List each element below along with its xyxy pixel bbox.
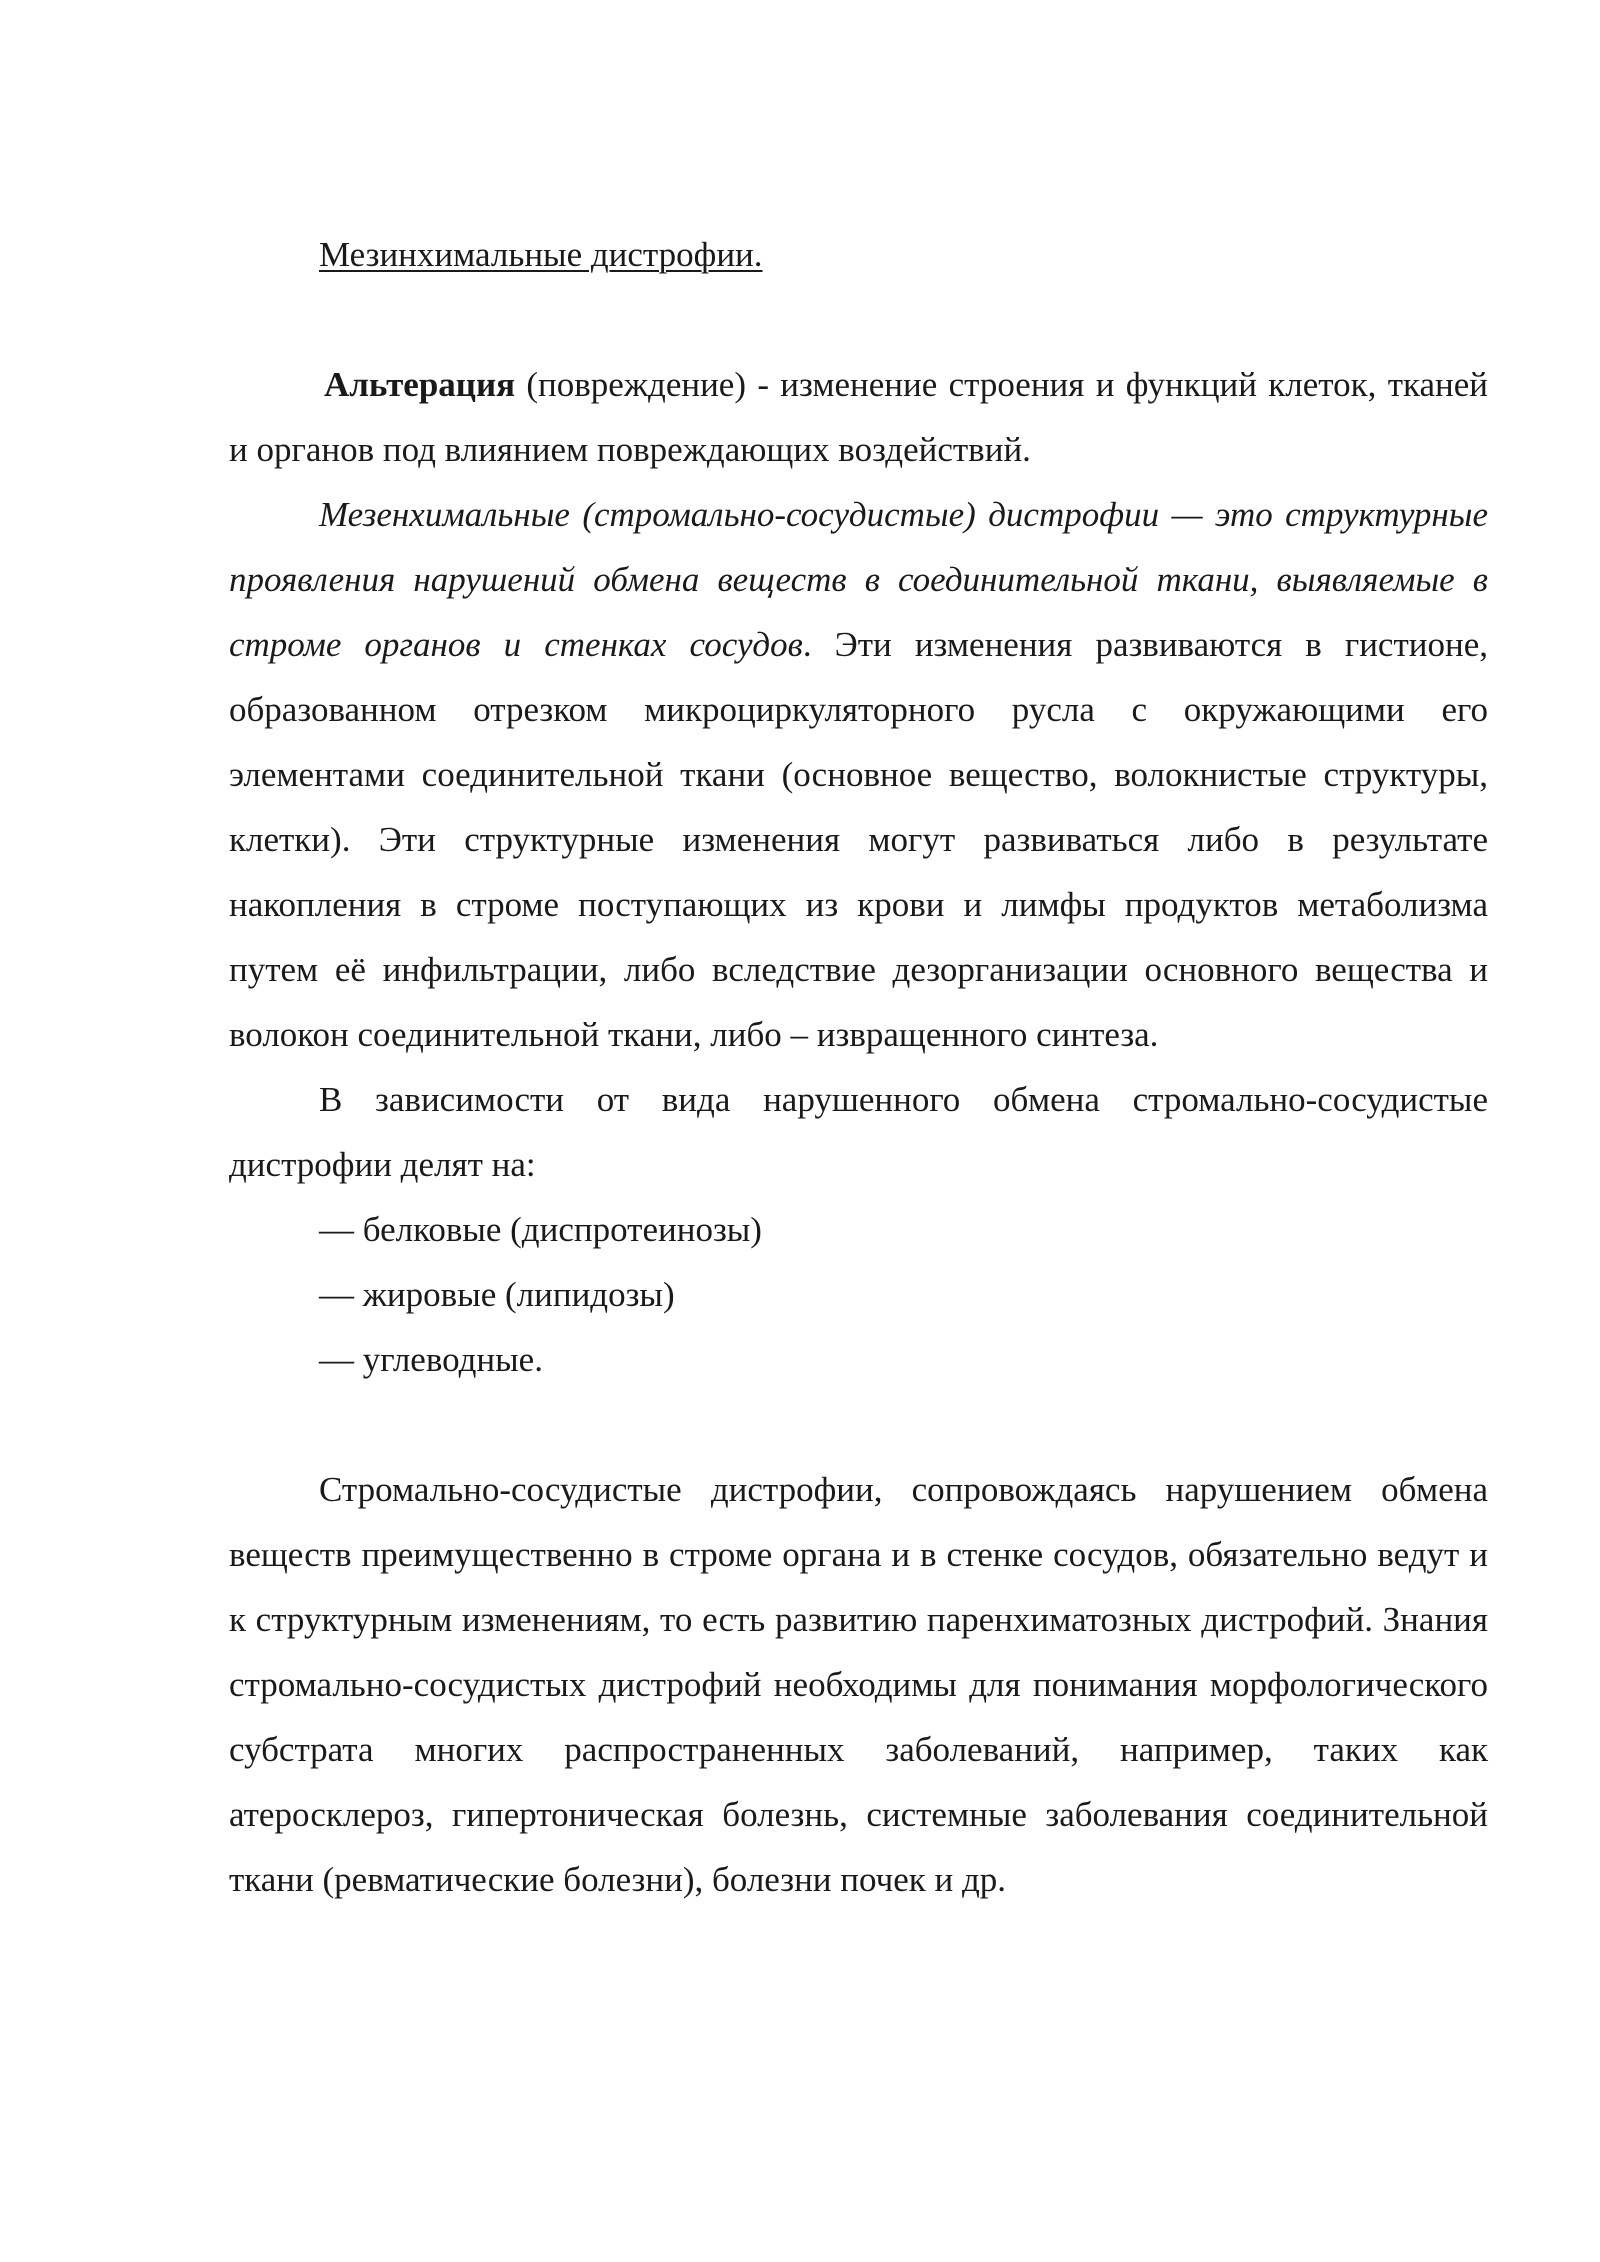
definition-italic-text: Мезенхимальные (стромально-сосудистые) дистрофии — это структурные проявления нарушений обмена веществ в соединительной ткани, выявляемые в строме органов и стенках сосудов [229,495,1488,664]
list-item: — углеводные. [319,1340,543,1379]
document-title: Мезинхимальные дистрофии. [319,235,763,274]
list-item: — жировые (липидозы) [319,1275,675,1314]
list-item: — белковые (диспротеинозы) [319,1210,762,1249]
definition-body-text: . Эти изменения развиваются в гистионе, образованном отрезком микроциркуляторного русла с окружающими его элементами соединительной ткани (основное вещество, волокнистые структуры, клетки). Эти структурные изменения могут развиваться либо в результате накопления в строме поступающих из крови и лимфы продуктов метаболизма путем её инфильтрации, либо вследствие дезорганизации основного вещества и волокон соединительной ткани, либо – извращенного синтеза. [229,625,1489,1054]
dystrophy-types-list [229,1197,1488,1392]
document-body [229,222,1488,1912]
paragraph-alteration-text: (повреждение) - изменение строения и функций клеток, тканей и органов под влиянием повреждающих воздействий. [229,365,1488,469]
paragraph-alteration [229,352,1488,482]
spacer [229,287,1488,352]
term-alteration: Альтерация [324,365,516,404]
paragraph-classification: В зависимости от вида нарушенного обмена стромально-сосудистые дистрофии делят на: [229,1080,1488,1184]
spacer [229,1392,1488,1457]
paragraph-mesenchymal-definition [229,482,1488,1067]
paragraph-significance: Стромально-сосудистые дистрофии, сопровождаясь нарушением обмена веществ преимущественно в строме органа и в стенке сосудов, обязательно ведут и к структурным изменениям, то есть развитию паренхиматозных дистрофий. Знания стромально-сосудистых дистрофий необходимы для понимания морфологического субстрата многих распространенных заболеваний, например, таких как атеросклероз, гипертоническая болезнь, системные заболевания соединительной ткани (ревматические болезни), болезни почек и др. [229,1470,1488,1899]
